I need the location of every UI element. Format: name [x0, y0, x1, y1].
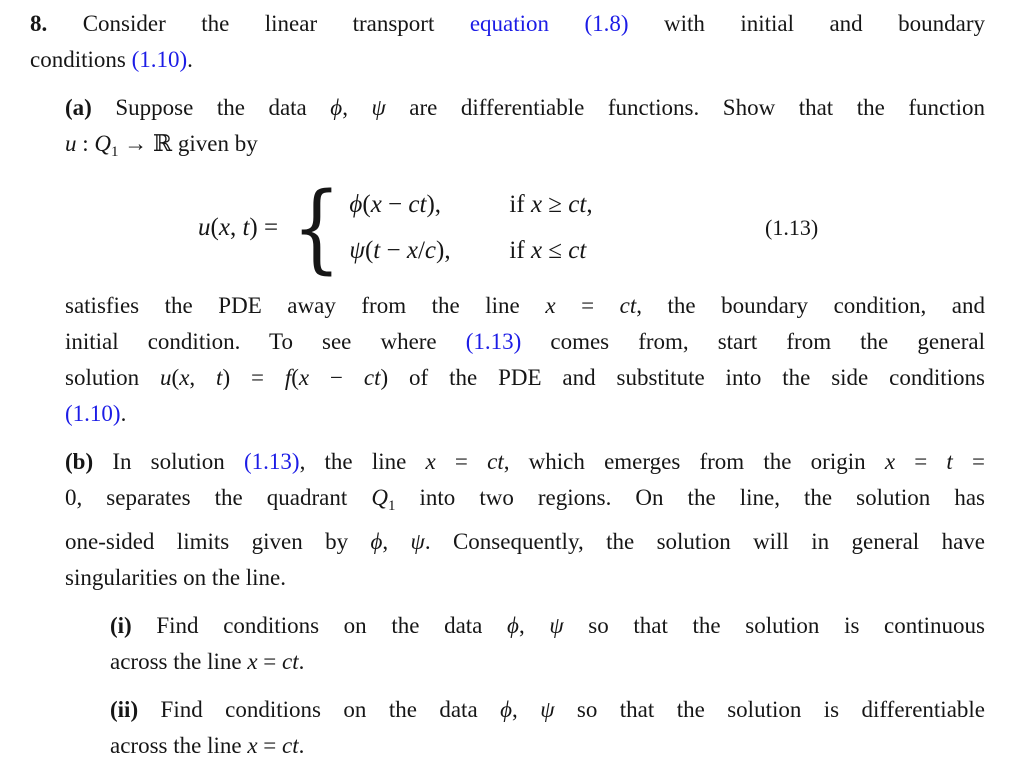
text-segment: ( — [364, 237, 374, 264]
text-segment: ) = — [249, 214, 285, 241]
text-segment: . — [120, 401, 127, 426]
text-line — [65, 524, 985, 560]
text-segment: ct — [487, 449, 504, 474]
text-segment: ψ — [371, 95, 386, 120]
text-segment: x — [530, 237, 543, 264]
reference-link[interactable]: (1.13) — [244, 449, 300, 474]
reference-link[interactable]: equation (1.8) — [469, 11, 629, 36]
text-segment: x — [884, 449, 896, 474]
text-segment: Q — [94, 131, 112, 156]
text-segment: comes from, start from the general — [521, 329, 986, 354]
text-segment: x — [545, 293, 556, 318]
text-segment: singularities on the line. — [65, 565, 287, 590]
text-segment: (i) — [110, 613, 132, 638]
text-segment: ct — [619, 293, 637, 318]
text-segment: . Consequently, the solution will in general have — [424, 529, 985, 554]
text-segment: 0, separates the quadrant — [65, 485, 372, 510]
text-segment: (b) — [65, 449, 94, 474]
equation-lhs — [198, 205, 284, 251]
text-segment: , — [518, 613, 550, 638]
problem-text-bottom — [30, 288, 985, 764]
text-segment: ct — [408, 191, 427, 218]
text-segment: x — [406, 237, 418, 264]
text-segment: . — [298, 649, 305, 674]
text-segment: so that the solution is continuous — [563, 613, 985, 638]
text-line — [65, 288, 985, 324]
text-segment: x — [179, 365, 190, 390]
text-segment: c — [424, 237, 436, 264]
text-segment: u — [65, 131, 77, 156]
text-segment: 8. — [30, 11, 48, 36]
text-line — [110, 692, 985, 728]
text-segment: if — [509, 237, 531, 264]
text-segment: , the boundary condition, and — [636, 293, 985, 318]
text-line — [110, 644, 985, 680]
text-segment: − — [381, 191, 409, 218]
text-line — [30, 42, 985, 78]
text-segment: satisfies the PDE away from the line — [65, 293, 546, 318]
equation-display-1-13 — [30, 172, 985, 284]
case-1-condition — [509, 182, 592, 228]
equation-number: (1.13) — [765, 215, 819, 240]
text-segment: Find conditions on the data — [138, 697, 501, 722]
text-line — [65, 360, 985, 396]
text-segment: ) of the PDE and substitute into the side conditions — [380, 365, 985, 390]
text-line — [65, 444, 985, 480]
text-segment: ϕ — [370, 529, 383, 554]
reference-link[interactable]: (1.13) — [465, 329, 522, 354]
text-segment: conditions — [30, 47, 132, 72]
text-segment: x — [247, 649, 258, 674]
text-line — [30, 6, 985, 42]
text-line — [65, 126, 985, 170]
text-segment: ϕ — [507, 613, 519, 638]
text-line — [110, 608, 985, 644]
text-segment: 1 — [111, 144, 119, 160]
text-line — [65, 560, 985, 596]
text-segment: x — [218, 214, 230, 241]
text-segment: , — [382, 529, 411, 554]
problem-8-intro — [30, 6, 985, 78]
text-segment: so that the solution is differentiable — [554, 697, 986, 722]
case-2-condition — [509, 228, 592, 274]
text-segment: : — [76, 131, 95, 156]
text-segment: x — [530, 191, 543, 218]
text-segment: − — [380, 237, 407, 264]
text-segment: ct — [282, 733, 299, 758]
text-segment: ≥ — [542, 191, 569, 218]
text-segment: Suppose the data — [91, 95, 331, 120]
part-b — [65, 444, 985, 596]
text-segment: (a) — [65, 95, 92, 120]
part-b-item-ii — [110, 692, 985, 764]
text-segment: ct — [363, 365, 381, 390]
text-segment: ( — [171, 365, 180, 390]
part-a-intro — [65, 90, 985, 170]
part-a-body — [65, 288, 985, 432]
text-segment: ( — [362, 191, 371, 218]
text-line — [65, 90, 985, 126]
text-segment: ϕ — [349, 191, 363, 218]
text-segment: initial condition. To see where — [65, 329, 466, 354]
text-segment: = — [257, 649, 283, 674]
text-segment: t — [373, 237, 381, 264]
text-segment: (ii) — [110, 697, 139, 722]
text-segment: x — [425, 449, 436, 474]
text-segment: ψ — [349, 237, 365, 264]
text-segment: = — [257, 733, 283, 758]
text-segment: , the line — [299, 449, 426, 474]
text-segment: / — [417, 237, 425, 264]
text-line — [65, 480, 985, 524]
text-segment: Find conditions on the data — [131, 613, 508, 638]
text-segment: solution — [65, 365, 161, 390]
text-segment: into two regions. On the line, the solution has — [395, 485, 985, 510]
text-segment: , — [512, 697, 541, 722]
text-segment: . — [187, 47, 193, 72]
text-segment: In solution — [93, 449, 244, 474]
text-segment: − — [309, 365, 364, 390]
text-segment: ) = — [222, 365, 285, 390]
text-segment: t — [216, 365, 223, 390]
text-segment: ( — [210, 214, 219, 241]
text-line — [65, 396, 985, 432]
text-segment: Consider the linear transport — [47, 11, 470, 36]
text-segment: across the line — [110, 733, 248, 758]
text-segment: ϕ — [330, 95, 343, 120]
text-segment: 1 — [387, 498, 396, 514]
text-segment: Q — [371, 485, 388, 510]
text-segment: ct — [568, 237, 587, 264]
text-segment: are differentiable functions. Show that the function — [385, 95, 985, 120]
text-segment: . — [298, 733, 305, 758]
text-segment: u — [198, 214, 211, 241]
text-segment: ψ — [549, 613, 564, 638]
text-segment: ), — [426, 191, 442, 218]
text-segment: with initial and boundary — [628, 11, 986, 36]
text-segment: u — [160, 365, 172, 390]
text-segment: x — [298, 365, 310, 390]
text-segment: ), — [436, 237, 451, 264]
case-2-expression — [349, 228, 509, 274]
text-segment: x — [247, 733, 258, 758]
text-segment: ϕ — [500, 697, 512, 722]
problem-text-top — [30, 6, 985, 170]
text-segment: ( — [291, 365, 299, 390]
reference-link[interactable]: (1.10) — [65, 401, 121, 426]
reference-link[interactable]: (1.10) — [131, 47, 188, 72]
text-segment: = — [555, 293, 620, 318]
text-segment: = — [895, 449, 947, 474]
text-segment: , which emerges from the origin — [503, 449, 885, 474]
case-1-expression — [349, 182, 509, 228]
text-segment: , — [586, 191, 593, 218]
part-b-item-i — [110, 608, 985, 680]
text-segment: ≤ — [542, 237, 569, 264]
left-curly-brace-icon: { — [292, 172, 342, 284]
text-segment: , — [342, 95, 372, 120]
text-segment: ψ — [540, 697, 555, 722]
text-segment: = — [435, 449, 488, 474]
text-segment: one-sided limits given by — [65, 529, 371, 554]
text-segment: → ℝ given by — [118, 131, 258, 156]
text-segment: x — [370, 191, 382, 218]
text-segment: = — [952, 449, 985, 474]
text-segment: , — [229, 214, 243, 241]
text-line — [110, 728, 985, 764]
text-segment: ct — [282, 649, 299, 674]
text-segment: t — [946, 449, 953, 474]
text-segment: ψ — [410, 529, 425, 554]
text-segment: f — [284, 365, 292, 390]
text-segment: , — [189, 365, 217, 390]
text-line — [65, 324, 985, 360]
text-segment: t — [242, 214, 250, 241]
equation-cases — [349, 182, 592, 274]
text-segment: across the line — [110, 649, 248, 674]
text-segment: ct — [568, 191, 587, 218]
text-segment: if — [509, 191, 531, 218]
